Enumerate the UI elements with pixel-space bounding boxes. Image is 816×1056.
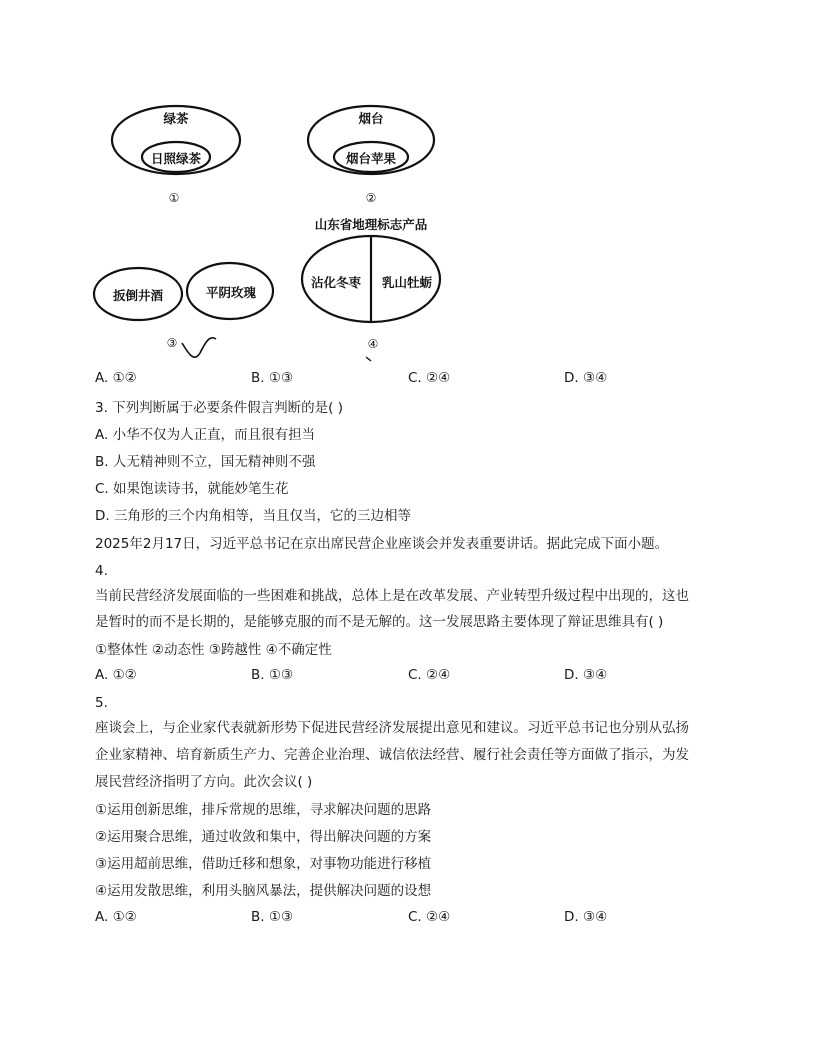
q2-options (95, 370, 735, 390)
d4-mark (366, 357, 371, 361)
q3-option-a[interactable]: A. 小华不仅为人正直，而且很有担当 (95, 427, 316, 443)
d1-number: ① (168, 191, 180, 205)
q5-statement-3: ③运用超前思维，借助迁移和想象，对事物功能进行移植 (95, 856, 432, 872)
q5-option-d[interactable]: D. ③④ (564, 909, 608, 925)
q3-option-c[interactable]: C. 如果饱读诗书，就能妙笔生花 (95, 481, 289, 497)
d3-right-label: 平阴玫瑰 (205, 285, 257, 300)
d4-number: ④ (367, 337, 379, 351)
q5-stem-line3: 展民营经济指明了方向。此次会议( ) (95, 774, 313, 790)
d1-inner-label: 日照绿茶 (150, 151, 202, 166)
q4-option-b[interactable]: B. ①③ (251, 667, 294, 683)
q4-option-a[interactable]: A. ①② (95, 667, 137, 683)
d1-outer-label: 绿茶 (163, 111, 189, 126)
q5-stem-line1: 座谈会上，与企业家代表就新形势下促进民营经济发展提出意见和建议。习近平总书记也分别从弘扬 (95, 720, 689, 736)
q5-number: 5. (95, 695, 108, 711)
q3-stem: 3. 下列判断属于必要条件假言判断的是( ) (95, 400, 343, 416)
q5-stem-line2: 企业家精神、培育新质生产力、完善企业治理、诚信依法经营、履行社会责任等方面做了指示，为发 (95, 747, 689, 763)
q2-option-d[interactable]: D. ③④ (564, 370, 608, 386)
q4-option-c[interactable]: C. ②④ (408, 667, 451, 683)
q3-option-d[interactable]: D. 三角形的三个内角相等，当且仅当，它的三边相等 (95, 508, 411, 524)
d2-inner-label: 烟台苹果 (345, 151, 397, 166)
q4-options (95, 667, 735, 687)
material-intro: 2025年2月17日，习近平总书记在京出席民营企业座谈会并发表重要讲话。据此完成下面小题。 (95, 536, 669, 552)
q5-statement-2: ②运用聚合思维，通过收敛和集中，得出解决问题的方案 (95, 829, 432, 845)
d3-left-label: 扳倒井酒 (112, 288, 164, 303)
q5-statement-4: ④运用发散思维，利用头脑风暴法，提供解决问题的设想 (95, 883, 432, 899)
q5-option-a[interactable]: A. ①② (95, 909, 137, 925)
venn-diagram-figure (90, 95, 470, 370)
d3-scribble (182, 338, 216, 357)
d2-outer-label: 烟台 (358, 111, 384, 126)
q2-option-a[interactable]: A. ①② (95, 370, 137, 386)
d4-right-label: 乳山牡蛎 (381, 275, 433, 290)
q2-option-b[interactable]: B. ①③ (251, 370, 294, 386)
q5-option-b[interactable]: B. ①③ (251, 909, 294, 925)
q4-option-d[interactable]: D. ③④ (564, 667, 608, 683)
q5-statement-1: ①运用创新思维，排斥常规的思维，寻求解决问题的思路 (95, 802, 432, 818)
q5-options (95, 909, 735, 929)
q5-option-c[interactable]: C. ②④ (408, 909, 451, 925)
q4-stem-line1: 当前民营经济发展面临的一些困难和挑战，总体上是在改革发展、产业转型升级过程中出现的，这也 (95, 588, 689, 604)
q4-number: 4. (95, 563, 108, 579)
d3-number: ③ (166, 336, 178, 350)
d2-number: ② (365, 191, 377, 205)
q2-option-c[interactable]: C. ②④ (408, 370, 451, 386)
q4-stem-line2: 是暂时的而不是长期的，是能够克服的而不是无解的。这一发展思路主要体现了辩证思维具有( ) (95, 614, 664, 630)
q4-choices: ①整体性 ②动态性 ③跨越性 ④不确定性 (95, 642, 332, 658)
d4-left-label: 沾化冬枣 (310, 275, 362, 290)
q3-option-b[interactable]: B. 人无精神则不立，国无精神则不强 (95, 454, 316, 470)
d4-title: 山东省地理标志产品 (314, 217, 428, 232)
